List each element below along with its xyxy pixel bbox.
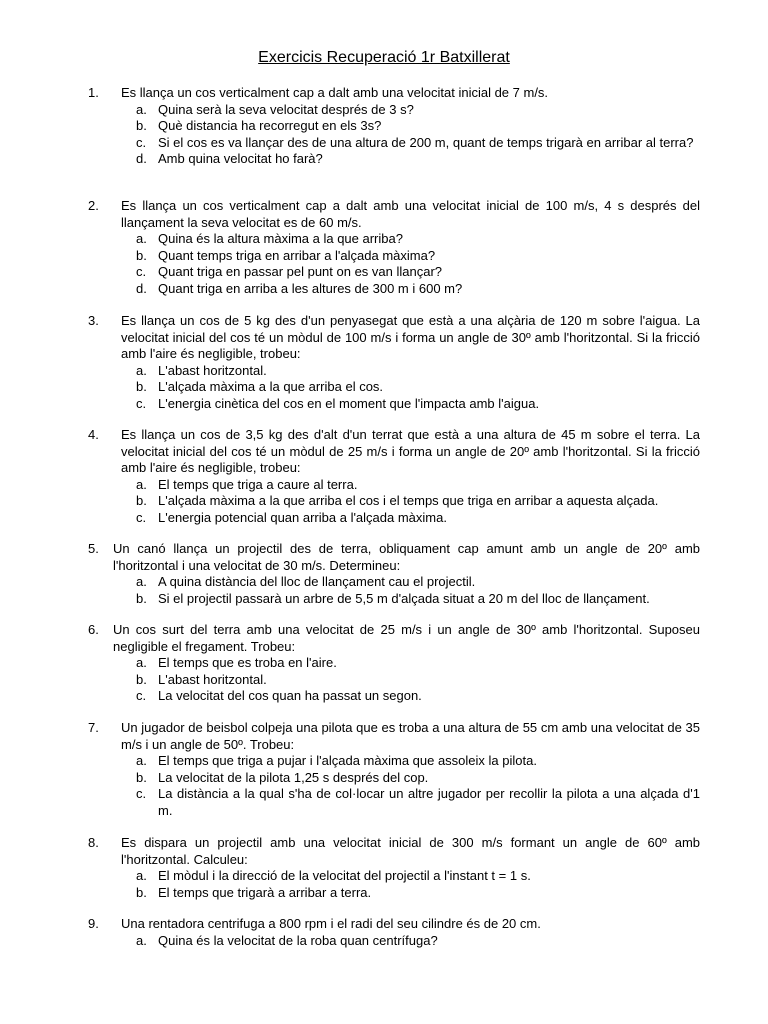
exercise-item [136,770,700,787]
exercise-item [136,672,700,689]
exercise-8 [88,835,700,901]
item-letter: b. [136,379,147,394]
item-letter: b. [136,769,147,785]
item-text: El temps que triga a caure al terra. [158,476,358,492]
item-letter: b. [136,884,147,900]
exercise-statement: Es llança un cos verticalment cap a dalt amb una velocitat inicial de 100 m/s, 4 s després del llançament la seva velocitat es de 60 m/s. [121,198,700,230]
exercise-item [136,574,700,591]
item-text: A quina distància del lloc de llançament cau el projectil. [158,574,476,589]
exercise-7 [88,720,700,819]
exercise-6 [88,622,700,705]
exercise-item [136,753,700,770]
exercise-item [136,868,700,885]
item-letter: d. [136,280,147,296]
item-text: L'abast horitzontal. [158,671,267,687]
exercise-item [136,885,700,902]
exercise-item [136,933,700,950]
exercise-item [136,688,700,705]
item-letter: c. [136,395,147,411]
item-text: L'abast horitzontal. [158,362,267,378]
item-text: Quant triga en arriba a les altures de 300 m i 600 m? [158,280,463,296]
item-text: L'energia cinètica del cos en el moment que l'impacta amb l'aigua. [158,395,540,411]
item-text: La velocitat de la pilota 1,25 s després del cop. [158,769,429,785]
item-text: La distància a la qual s'ha de col·locar un altre jugador per recollir la pilota a una alçada d'1 m. [158,786,700,818]
exercise-number: 5. [88,541,99,556]
exercise-4 [88,427,700,526]
exercise-statement: Un cos surt del terra amb una velocitat de 25 m/s i un angle de 30º amb l'horitzontal. Suposeu negligible el fregament. Trobeu: [113,622,700,654]
exercise-item [136,510,700,527]
item-text: La velocitat del cos quan ha passat un segon. [158,688,422,703]
exercise-5 [88,541,700,607]
exercise-statement: Un canó llança un projectil des de terra, obliquament cap amunt amb un angle de 20º amb l'horitzontal i una velocitat de 30 m/s. Determineu: [113,541,700,573]
exercise-item [136,264,700,281]
item-text: Quina és la velocitat de la roba quan centrífuga? [158,932,438,948]
item-text: El temps que es troba en l'aire. [158,655,337,670]
item-text: L'alçada màxima a la que arriba el cos. [158,379,384,394]
exercise-item [136,102,700,119]
item-letter: a. [136,362,147,378]
item-letter: c. [136,264,147,279]
item-letter: a. [136,574,147,589]
exercise-item [136,591,700,608]
exercise-number: 8. [88,835,99,850]
exercise-number: 1. [88,85,99,100]
item-text: El temps que trigarà a arribar a terra. [158,884,372,900]
item-letter: a. [136,868,147,883]
item-letter: a. [136,932,147,948]
exercise-item [136,118,700,135]
item-text: Quina és la altura màxima a la que arriba? [158,231,403,246]
item-letter: c. [136,134,147,150]
item-text: Què distancia ha recorregut en els 3s? [158,118,382,133]
item-text: Quina serà la seva velocitat després de 3 s? [158,101,414,117]
exercise-item [136,786,700,819]
exercise-statement: Una rentadora centrifuga a 800 rpm i el radi del seu cilindre és de 20 cm. [121,916,541,931]
exercise-statement: Es dispara un projectil amb una velocitat inicial de 300 m/s formant un angle de 60º amb l'horitzontal. Calculeu: [121,835,700,867]
item-letter: a. [136,476,147,492]
exercise-item [136,248,700,265]
exercise-statement: Un jugador de beisbol colpeja una pilota que es troba a una altura de 55 cm amb una velocitat de 35 m/s i un angle de 50º. Trobeu: [121,720,700,752]
exercise-item [136,379,700,396]
item-text: L'alçada màxima a la que arriba el cos i el temps que triga en arribar a aquesta alçada. [158,493,659,508]
item-letter: c. [136,688,147,703]
item-text: Quant triga en passar pel punt on es van llançar? [158,264,443,279]
exercise-statement: Es llança un cos de 3,5 kg des d'alt d'un terrat que està a una altura de 45 m sobre el terra. La velocitat inicial del cos té un mòdul de 25 m/s i forma un angle de 20º amb l'horitzontal. Si la fricció amb l'aire és negligible, trobeu: [121,427,700,475]
page-title: Exercicis Recuperació 1r Batxillerat [258,49,510,66]
item-text: Si el projectil passarà un arbre de 5,5 m d'alçada situat a 20 m del lloc de llançament. [158,590,650,606]
item-letter: a. [136,101,147,117]
item-letter: b. [136,590,147,606]
item-letter: b. [136,671,147,687]
item-letter: b. [136,118,147,133]
exercise-item [136,231,700,248]
exercise-number: 9. [88,916,99,931]
item-text: El mòdul i la direcció de la velocitat del projectil a l'instant t = 1 s. [158,868,531,883]
exercise-item [136,493,700,510]
item-letter: d. [136,151,147,166]
exercise-number: 2. [88,198,99,213]
exercise-item [136,135,700,152]
item-letter: b. [136,247,147,263]
exercise-2 [88,198,700,297]
exercise-item [136,363,700,380]
exercise-statement: Es llança un cos de 5 kg des d'un penyasegat que està a una alçària de 120 m sobre l'aigua. La velocitat inicial del cos té un mòdul de 100 m/s i forma un angle de 30º amb l'horitzontal. Si la fricció amb l'aire és negligible, trobeu: [121,313,700,361]
exercise-1 [88,85,700,168]
exercise-number: 3. [88,313,99,328]
exercise-item [136,477,700,494]
exercise-9 [88,916,700,949]
exercise-number: 4. [88,427,99,442]
item-letter: a. [136,231,147,246]
item-letter: c. [136,786,147,801]
exercise-item [136,151,700,168]
item-letter: b. [136,493,147,508]
item-letter: a. [136,753,147,768]
item-text: L'energia potencial quan arriba a l'alçada màxima. [158,509,447,525]
item-letter: a. [136,655,147,670]
item-letter: c. [136,509,147,525]
exercise-3 [88,313,700,412]
item-text: Amb quina velocitat ho farà? [158,151,323,166]
exercise-item [136,655,700,672]
item-text: Quant temps triga en arribar a l'alçada màxima? [158,247,436,263]
exercise-number: 6. [88,622,99,637]
exercise-number: 7. [88,720,99,735]
exercise-statement: Es llança un cos verticalment cap a dalt amb una velocitat inicial de 7 m/s. [121,85,549,100]
exercise-item [136,396,700,413]
item-text: El temps que triga a pujar i l'alçada màxima que assoleix la pilota. [158,753,537,768]
item-text: Si el cos es va llançar des de una altura de 200 m, quant de temps trigarà en arribar al terra? [158,134,694,150]
exercise-item [136,281,700,298]
